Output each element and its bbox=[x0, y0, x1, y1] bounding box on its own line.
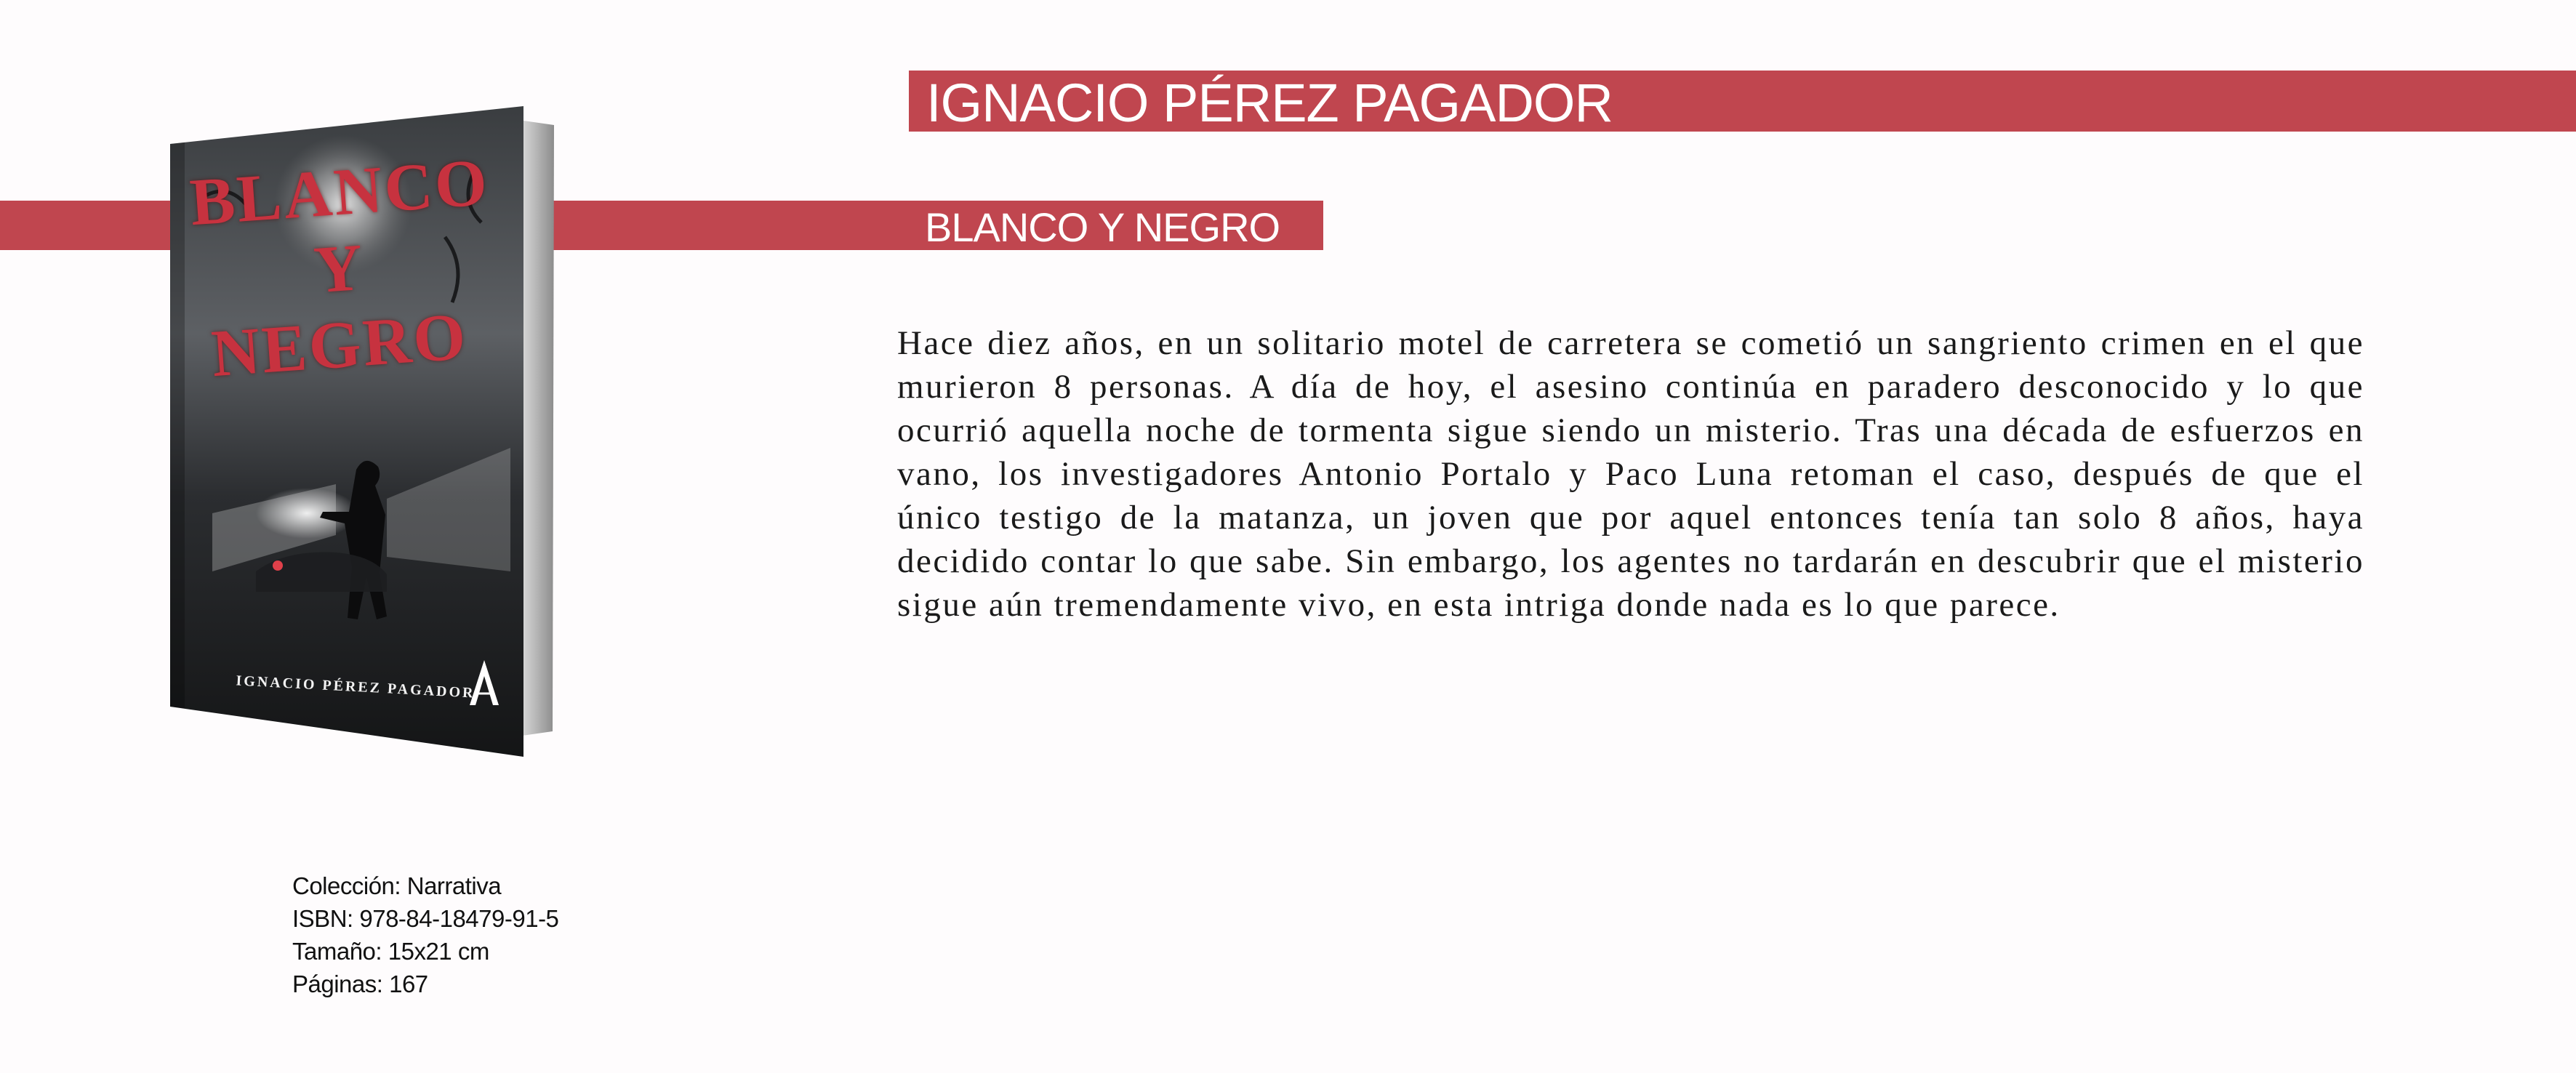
cover-title-line-1: BLANCO bbox=[188, 144, 491, 240]
book-title: BLANCO Y NEGRO bbox=[925, 204, 1280, 250]
book-details bbox=[292, 869, 558, 1000]
book-synopsis: Hace diez años, en un solitario motel de carretera se cometió un sangriento crimen en el que murieron 8 personas. A día de hoy, el asesino continúa en paradero desconocido y lo que ocurrió aquella noche de tormenta sigue siendo un misterio. Tras una década de esfuerzos en vano, los investigadores Antonio Portalo y Paco Luna retoman el caso, después de que el único testigo de la matanza, un joven que por aquel entonces tenía tan solo 8 años, haya decidido contar lo que sabe. Sin embargo, los agentes no tardarán en descubrir que el misterio sigue aún tremendamente vivo, en esta intriga donde nada es lo que parece. bbox=[897, 324, 2364, 624]
collection-detail: Colección: Narrativa bbox=[292, 872, 502, 899]
isbn-detail: ISBN: 978-84-18479-91-5 bbox=[292, 905, 559, 932]
pages-detail: Páginas: 167 bbox=[292, 970, 428, 997]
author-name: IGNACIO PÉREZ PAGADOR bbox=[926, 73, 1613, 133]
book-cover-image bbox=[169, 106, 554, 760]
cover-title-line-3: NEGRO bbox=[209, 298, 470, 391]
cover-title-line-2: Y bbox=[311, 229, 368, 308]
a-triangle-logo-icon bbox=[468, 659, 500, 710]
author-header-band bbox=[909, 71, 2576, 132]
size-detail: Tamaño: 15x21 cm bbox=[292, 938, 489, 965]
cover-author-name: IGNACIO PÉREZ PAGADOR bbox=[236, 672, 476, 702]
